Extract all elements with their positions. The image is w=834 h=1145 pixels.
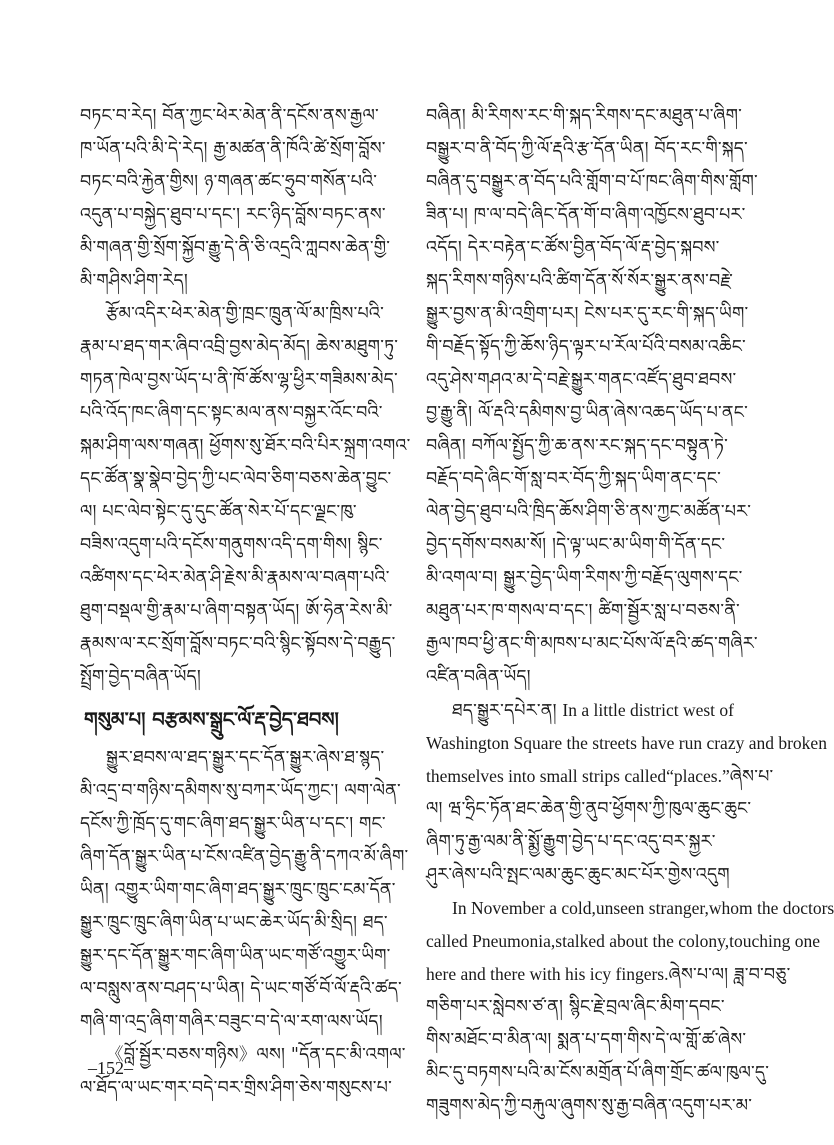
text-line: ཟིན་པ། ཁ་ལ་བདེ་ཞིང་དོན་གོ་བ་ཞིག་འཁྱོངས་ཐུབ་པར་: [426, 205, 746, 225]
text-line: མི་གཞན་གྱི་སྲོག་སྐྱོབ་རྒྱུ་དེ་ནི་ཅི་འདྲའི་ཀླབས་ཆེན་གྱི་: [80, 238, 391, 258]
section-heading: གསུམ་པ། བརྩམས་སྒྲུང་ལོ་རྡ་བྱེད་ཐབས།: [84, 708, 339, 731]
text-line: ལེན་བྱེད་ཐུབ་པའི་ཁྲིད་ཆོས་ཤིག་ཅི་ནས་ཀྱང་མཚོན་པར་: [426, 502, 752, 522]
text-line: དངོས་ཀྱི་ཁྲོད་དུ་གང་ཞིག་ཐད་སྒྱུར་ཡིན་པ་དང་། གང་: [80, 814, 386, 834]
text-line: ཁ་ཡོན་པའི་མི་དེ་རེད། རྒྱ་མཚན་ནི་ཁོའི་ཚེ་སྲོག་བློས་: [80, 139, 386, 159]
text-line: བཟིས་འདུག་པའི་དངོས་གནུགས་འདི་དག་གིས། སྙིང་: [80, 535, 383, 555]
text-line: [426, 694, 756, 727]
text-line: གི་བརྗོད་སྟོད་ཀྱི་ཆོས་ཉིད་ལྟར་པ་རོལ་པོའི་བསམ་འཆིང་: [426, 337, 746, 357]
text-line: ལ། ཝ་ཧྲིང་ཏོན་ཐང་ཆེན་གྱི་ནུབ་ཕྱོགས་ཀྱི་ཁུལ་ཆུང་ཆུང་: [426, 799, 752, 819]
right-paragraph-3: [426, 892, 834, 1123]
text-line: བསྒྱུར་བ་ནི་བོད་ཀྱི་ལོ་རྡའི་རྩ་དོན་ཡིན། བོད་རང་གི་སྐད་: [426, 139, 748, 159]
text-line: ཞིག་ཏུ་རྒྱ་ལམ་ནི་སྨྱོ་རྒྱུག་བྱེད་པ་དང་འདུ་བར་སྐྱར་: [426, 832, 716, 852]
text-line: གཞི་ག་འདྲ་ཞིག་གཞིར་བཟུང་བ་དེ་ལ་རག་ལས་ཡོད།: [80, 1012, 383, 1032]
text-line: གིས་མཐོང་བ་མིན་ལ། སྨན་པ་དག་གིས་དེ་ལ་གློ་ཚ་ཞེས་: [426, 1030, 747, 1050]
text-line: སྒྱུར་ཐབས་ལ་ཐད་སྒྱུར་དང་དོན་སྒྱུར་ཞེས་ཐ་སྙད་: [106, 748, 385, 768]
english-quote: called Pneumonia,stalked about the colony,touching one: [426, 931, 820, 951]
english-quote: here and there with his icy fingers.: [426, 964, 669, 984]
text-line: བཏང་བ་རེད། བོན་ཀྱང་ཕེར་མེན་ནི་དངོས་ནས་རྒྱལ་: [80, 106, 379, 126]
text-line: སྒྱུར་ཁྲུང་ཁྲུང་ཞིག་ཡིན་པ་ཡང་ཆེར་ཡོད་མི་སྲིད། ཐད་: [80, 913, 388, 933]
text-line: ཐུག་བསྡལ་གྱི་རྣམ་པ་ཞིག་བསྟན་ཡོད། ཨོ་ཧེན་རེས་མི་: [80, 601, 393, 621]
right-paragraph-1: [426, 100, 756, 694]
text-line: ཞིག་དོན་སྒྱུར་ཡིན་པ་ངོས་འཛིན་བྱེད་རྒྱུ་ནི་དཀའ་མོ་ཞིག་: [80, 847, 409, 867]
text-line: ཡིན། འགྱུར་ཡིག་གང་ཞིག་ཐད་སྒྱུར་ཁྲུང་ཁྲུང་ངམ་དོན་: [80, 880, 396, 900]
text-line: དང་ཚོན་སྣ་སྣེབ་བྱེད་ཀྱི་པང་ལེབ་ཅིག་བཅས་ཆེན་བྱུང་: [80, 469, 392, 489]
text-line: རྣམ་པ་ཐད་གར་ཞིབ་འབྲི་བྱས་མེད་མོད། ཆེས་མཐུག་ཏུ་: [80, 337, 399, 357]
right-column: [426, 100, 834, 1123]
page-number: –152–: [88, 1058, 133, 1078]
text-line: མི་འགལ་བ། སྒྱུར་བྱེད་ཡིག་རིགས་ཀྱི་བརྗོད་ལུགས་དང་: [426, 568, 743, 588]
english-quote: themselves into small strips called“places.”: [426, 766, 730, 786]
english-quote: In a little district west of: [562, 700, 734, 720]
text-line: གཏན་ཁེལ་བྱས་ཡོད་པ་ནི་ཁོ་ཚོས་ལྷ་ཕྱིར་གཟིམས་མེད་: [80, 370, 398, 390]
text-line: བཞིན། མི་རིགས་རང་གི་སྐད་རིགས་དང་མཐུན་པ་ཞིག་: [426, 106, 742, 126]
tibetan-text: ཞེས་པ་: [729, 767, 774, 787]
text-line: གཅིག་པར་སླེབས་ཙ་ན། སྙིང་རྗེ་བྲལ་ཞིང་མིག་དབང་: [426, 997, 725, 1017]
tibetan-text: ཞེས་པ་ལ། ཟླ་བ་བཅུ་: [668, 965, 791, 985]
text-line: མིང་དུ་བཏགས་པའི་མ་ངོས་མགྲོན་པོ་ཞིག་གྲོང་ཚལ་ཁུལ་དུ་: [426, 1063, 770, 1083]
text-line: བཞིན། བཀོལ་སྤྱོད་ཀྱི་ཆ་ནས་རང་སྐད་དང་བསྟུན་ཏེ་: [426, 436, 729, 456]
text-line: རྩོམ་འདིར་ཕེར་མེན་གྱི་ཁྲང་ཁྲུན་ལོ་མ་ཁྲིས་པའི་: [106, 304, 384, 324]
left-column: [80, 100, 410, 1105]
example-label: ཐད་སྒྱུར་དཔེར་ན།: [452, 701, 563, 721]
text-line: ལ། པང་ལེབ་སྟེང་དུ་དུང་ཚོན་སེར་པོ་དང་ལྗང་ཁུ་: [80, 502, 357, 522]
left-paragraph-1: [80, 100, 410, 298]
text-line: ཤུར་ཞེས་པའི་སྤང་ལམ་ཆུང་ཆུང་མང་པོར་གྱེས་འདུག: [426, 865, 730, 885]
text-line: འཛིན་བཞིན་ཡོད།: [426, 667, 531, 687]
text-line: འདུན་པ་བསྐྱེད་ཐུབ་པ་དང་། རང་ཉིད་བློས་བཏང་ནས་: [80, 205, 386, 225]
text-line: མཐུན་པར་ཁ་གསལ་བ་དང་། ཚིག་སྦྱོར་སླ་པ་བཅས་ནི་: [426, 601, 740, 621]
text-line: སྒྱུར་དང་དོན་སྒྱུར་གང་ཞིག་ཡིན་ཡང་གཙོ་འགྱུར་ཡིག་: [80, 946, 391, 966]
left-paragraph-3: [80, 742, 410, 1039]
text-line: མི་གཤིས་ཤིག་རེད།: [80, 271, 188, 291]
text-line: [426, 958, 791, 991]
text-line: སྐམ་ཤིག་ལས་གཞན། ཕྱོགས་སུ་ཐོར་བའི་པིར་སྐྲག་འགའ་: [80, 436, 411, 456]
english-quote: Washington Square the streets have run crazy and broken: [426, 733, 827, 753]
text-line: སྤྲོག་བྱེད་བཞིན་ཡོད།: [80, 667, 201, 687]
text-line: ལ་བསླུས་ནས་བཤད་པ་ཡིན། དེ་ཡང་གཙོ་བོ་ལོ་རྡའི་ཚད་: [80, 979, 402, 999]
text-line: རྣམས་ལ་རང་སྲོག་བློས་བཏང་བའི་སྙིང་སྟོབས་དེ་བརྒྱུད་: [80, 634, 396, 654]
text-line: གཟུགས་མེད་ཀྱི་བརྐུལ་ཞུགས་སུ་རྒྱ་བཞིན་འདུག་པར་མ་: [426, 1096, 753, 1116]
text-line: [426, 760, 774, 793]
text-line: བཞིན་དུ་བསྒྱུར་ན་བོད་པའི་གློག་བ་པོ་ཁང་ཞིག་གིས་གློག་: [426, 172, 758, 192]
text-line: འཚིགས་དང་ཕེར་མེན་ཤི་རྗེས་མི་རྣམས་ལ་བཞག་པའི་: [80, 568, 390, 588]
text-line: ལ་ཐོད་ལ་ཡང་གར་བདེ་བར་གྲིས་ཤིག་ཅེས་གསུངས་པ་: [80, 1078, 392, 1098]
text-line: འདུ་ཤེས་གཤའ་མ་དེ་བརྗེ་སྒྱུར་གནང་འཛོད་ཐུབ་ཐབས་: [426, 370, 737, 390]
text-line: སྐད་རིགས་གཉིས་པའི་ཚིག་དོན་སོ་སོར་སྒྱུར་ནས་བརྗེ་: [426, 271, 734, 291]
text-line: པའི་འོད་ཁང་ཞིག་དང་སྟང་མལ་ནས་བསྐྱར་འོང་བའི་: [80, 403, 383, 423]
text-line: འདོད། དེར་བརྟེན་ང་ཚོས་བྱིན་བོད་ལོ་རྡ་བྱེད་སྐབས་: [426, 238, 720, 258]
text-line: མི་འདྲ་བ་གཉིས་དམིགས་སུ་བཀར་ཡོད་ཀྱང་། ལག་ལེན་: [80, 781, 401, 801]
right-paragraph-2: [426, 694, 827, 892]
text-line: སྒྱུར་བྱས་ན་མི་འགྲིག་པར། ངེས་པར་དུ་རང་གི་སྐད་ཡིག་: [426, 304, 749, 324]
text-line: བརྗོད་བདེ་ཞིང་གོ་སླ་བར་བོད་ཀྱི་སྐད་ཡིག་ནང་དང་: [426, 469, 721, 489]
text-line: བྱ་རྒྱུ་ནི། ལོ་རྡའི་དམིགས་བྱ་ཡིན་ཞེས་འཆད་ཡོད་པ་ནང་: [426, 403, 748, 423]
text-line: བྱེད་དགོས་བསམ་སོ། །དེ་ལྟ་ཡང་མ་ཡིག་གི་དོན་དང་: [426, 535, 726, 555]
text-line: རྒྱལ་ཁབ་ཕྱི་ནང་གི་མཁས་པ་མང་པོས་ལོ་རྡའི་ཚད་གཞིར་: [426, 634, 758, 654]
text-line: བཏང་བའི་རྐྱེན་གྱིས། ཉ་གཞན་ཚང་ཧྲུབ་གསོན་པའི་: [80, 172, 378, 192]
left-paragraph-2: [80, 298, 410, 694]
english-quote: In November a cold,unseen stranger,whom the doctors: [452, 898, 834, 918]
text-line: 《བློ་སྦྱོར་བཅས་གཉིས》ལས། "དོན་དང་མི་འགལ་: [106, 1045, 406, 1065]
